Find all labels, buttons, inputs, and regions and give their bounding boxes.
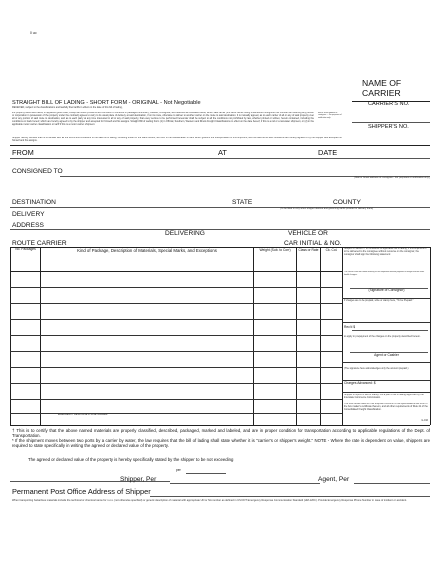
consigned-to-label: CONSIGNED TO <box>12 168 63 175</box>
shipper-per-label: Shipper, Per <box>120 476 157 483</box>
certify-paragraph: Shipper hereby certifies that he is familiar with all the terms and conditions of the said bill of lading, including those on the back thereof, set forth in the classification or tariff which governs the transportation of this shipment, and the said terms and conditions are hereby agreed to by the shipper and accepted for himself and his assigns. <box>12 137 342 142</box>
agent-per-label: Agent, Per <box>318 476 350 483</box>
section7-note: The carrier shall not make delivery of this shipment without payment of freight and all other lawful charges. <box>344 271 425 276</box>
table-row[interactable] <box>10 335 342 336</box>
table-row[interactable] <box>10 287 342 288</box>
delivery-note: (To be filled in only when shipper desires and governing tariffs provide for delivery there) <box>280 207 374 210</box>
shipper-per-line[interactable] <box>170 483 320 484</box>
weight-value-note: * If the shipment moves between two ports by a carrier by water, the law requires that the bill of lading shall state whether it is "carrier's or shipper's weight." NOTE - Where the rate is dependent on value, shippers are required to state specifically in writing the agreed or declared value of the property. <box>12 438 430 448</box>
table-row[interactable] <box>10 303 342 304</box>
state-label: STATE <box>232 199 253 206</box>
certification-note: † This is to certify that the above named materials are properly classified, described, packaged, marked and labeled, and are in proper condition for transportation according to applicable regulations of the Dept. of Transportation. <box>12 428 430 438</box>
carriers-no-line <box>352 122 430 123</box>
section7-text: Subject to Section 7 of conditions of applicable bill of lading, if this shipment is to be delivered to the consignee without recourse on the consignor, the consignor shall sign the following statement: <box>344 248 427 256</box>
declared-value-note: The agreed or declared value of the property is hereby specifically stated by the shipper to be not exceeding <box>28 457 234 462</box>
col-weight-header: Weight (Sub. to Corr) <box>259 248 291 252</box>
right-divider <box>342 392 430 393</box>
post-office-address-label: Permanent Post Office Address of Shipper <box>12 487 151 496</box>
from-label: FROM <box>12 148 34 157</box>
consignee-note: (Mail or Street address of consignee - For purposes of notification only.) <box>354 176 430 179</box>
col-class-header: Class or Rate <box>298 248 319 252</box>
table-row[interactable] <box>10 319 342 320</box>
consignor-signature-label: (Signature of Consignor) <box>368 288 405 292</box>
received-clause: RECEIVED, subject to the classifications and lawfully filed tariffs in effect on the date of this bill of lading, <box>12 106 123 109</box>
contract-paragraph: the property described below, in apparent good order, except as noted (contents and condition of contents of packages unknown), marked, consigned, and destined as indicated below, which said carrier (the word carrier being understood throughout this contract as meaning any person or corporation in possession of the property under the contract) agrees to carry to its usual place of delivery at said destination, if on its route, otherwise to deliver to another carrier on the route to said destination. It is mutually agreed, as to each carrier of all or any of said property over all or any portion of said route to destination, and as to each party at any time interested in all or any of said property, that every service to be performed hereunder shall be subject to all the conditions not prohibited by law, whether printed or written, herein contained, including the conditions on back hereof, which are hereby agreed to by the shipper and accepted for himself and his assigns. Straight Bill of Lading Form (1) in Official, Southern, Western and Illinois Freight Classifications in effect on the date hereof, if this is a rail or a rail-water shipment, or (2) in the applicable motor carrier classification or tariff if this is a motor carrier shipment. <box>12 112 314 126</box>
col-kind-header: Kind of Package, Description of Materials, Special Marks, and Exceptions <box>77 248 217 253</box>
carriers-no-label: CARRIER'S NO. <box>368 101 410 107</box>
date-label: DATE <box>318 148 338 157</box>
delivery-line <box>10 229 430 230</box>
col-no-packages-header: No. Packages <box>15 247 36 251</box>
table-header-bottom <box>10 271 342 272</box>
table-row[interactable] <box>10 399 342 400</box>
route-carrier-label: ROUTE CARRIER <box>12 240 67 247</box>
bill-title: STRAIGHT BILL OF LADING - SHORT FORM - ORIGINAL - Not Negotiable <box>12 100 201 106</box>
shippers-no-label: SHIPPER'S NO. <box>368 124 409 130</box>
fibre-box-text: The fibre boxes used for this shipment conform to the specifications set forth in the box maker's certificate thereon, and all other requirements of Rule 41 of the Consolidated Freight Classification. <box>344 403 428 411</box>
per-line[interactable] <box>186 473 226 474</box>
car-initial-label: CAR INITIAL & NO. <box>284 240 342 247</box>
prepaid-text: If charges are to be prepaid, write or stamp here, "To be Prepaid." <box>344 299 414 302</box>
delivering-label: DELIVERING <box>165 230 205 237</box>
imprint-text: Shipper's imprint in lieu of stamp; not a part of bill of lading approved by the Interstate Commerce Commission. <box>344 394 424 399</box>
destination-label: DESTINATION <box>12 199 56 206</box>
table-row[interactable] <box>10 383 342 384</box>
col-divider-5 <box>342 247 343 425</box>
agent-cashier-label: Agent or Cashier <box>374 353 399 357</box>
charges-advanced-label: Charges Advanced: $ <box>344 381 376 385</box>
header-divider <box>10 145 430 146</box>
delivery-address-label: DELIVERY ADDRESS <box>12 211 45 229</box>
form-code: G-016 <box>421 419 428 422</box>
top-mark: 0 uo <box>30 31 37 35</box>
emergency-phone-label: EMERGENCY RESPONSE PHONE NUMBER <box>58 413 108 416</box>
name-of-carrier-label: NAME OF CARRIER <box>362 78 402 98</box>
at-label: AT <box>218 148 227 157</box>
table-right-border <box>430 247 431 425</box>
county-label: COUNTY <box>333 199 361 206</box>
from-line <box>10 158 430 159</box>
table-row[interactable] <box>10 367 342 368</box>
table-bottom-border <box>10 425 430 426</box>
side-note: Mail or street address of consignee — For purposes of notification only. <box>318 112 342 119</box>
hazmat-note: When transporting hazardous materials include the technical or chemical name for n.o.s. (not otherwise specified) or generic description of material with appropriate UN or NA number as defined in US DOT Emergency Response Communication Standard (HM-126C). Provide Emergency Response Phone Number in case of incident or accident. <box>12 499 407 502</box>
col-check-header: Ck. Col. <box>325 248 338 252</box>
apply-text: to apply in prepayment of the charges on the property described hereon. <box>344 335 421 338</box>
received-amount-line[interactable] <box>352 330 428 331</box>
table-row[interactable] <box>10 351 342 352</box>
right-divider <box>342 322 430 323</box>
per-label: per <box>176 468 181 472</box>
acknowledge-text: (The signature here acknowledges only the amount prepaid.) <box>344 367 409 370</box>
agent-per-line[interactable] <box>354 483 430 484</box>
right-divider <box>342 362 430 363</box>
post-office-address-line[interactable] <box>150 496 430 497</box>
received-amount-label: Rec'd $ <box>344 325 356 329</box>
vehicle-or-label: VEHICLE OR <box>288 230 328 237</box>
